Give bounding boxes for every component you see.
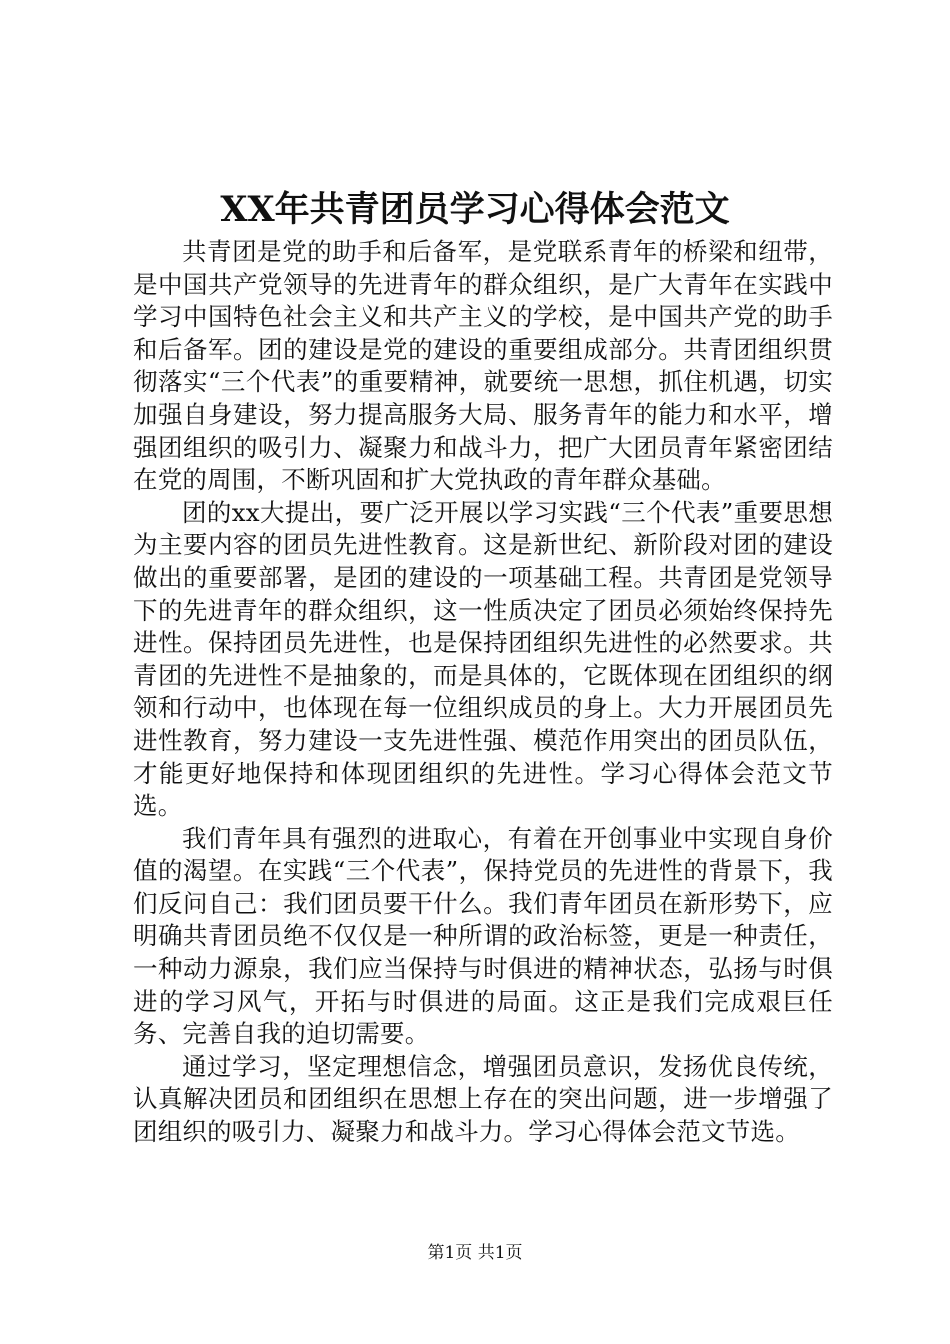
paragraph-4: 通过学习，坚定理想信念，增强团员意识，发扬优良传统，认真解决团员和团组织在思想上存在的突出问题，进一步增强了团组织的吸引力、凝聚力和战斗力。学习心得体会范文节选。 <box>133 1051 833 1147</box>
paragraph-1: 共青团是党的助手和后备军，是党联系青年的桥梁和纽带，是中国共产党领导的先进青年的群众组织，是广大青年在实践中学习中国特色社会主义和共产主义的学校，是中国共产党的助手和后备军。团的建设是党的建设的重要组成部分。共青团组织贯彻落实“三个代表”的重要精神，就要统一思想，抓住机遇，切实加强自身建设，努力提高服务大局、服务青年的能力和水平，增强团组织的吸引力、凝聚力和战斗力，把广大团员青年紧密团结在党的周围，不断巩固和扩大党执政的青年群众基础。 <box>133 237 833 495</box>
document-body <box>133 236 833 1149</box>
page-number-footer: 第1页 共1页 <box>427 1243 523 1263</box>
paragraph-2: 团的xx大提出，要广泛开展以学习实践“三个代表”重要思想为主要内容的团员先进性教育。这是新世纪、新阶段对团的建设做出的重要部署，是团的建设的一项基础工程。共青团是党领导下的先进青年的群众组织，这一性质决定了团员必须始终保持先进性。保持团员先进性，也是保持团组织先进性的必然要求。共青团的先进性不是抽象的，而是具体的，它既体现在团组织的纲领和行动中，也体现在每一位组织成员的身上。大力开展团员先进性教育，努力建设一支先进性强、模范作用突出的团员队伍，才能更好地保持和体现团组织的先进性。学习心得体会范文节选。 <box>133 497 833 821</box>
paragraph-3: 我们青年具有强烈的进取心，有着在开创事业中实现自身价值的渴望。在实践“三个代表”，保持党员的先进性的背景下，我们反问自己：我们团员要干什么。我们青年团员在新形势下，应明确共青团员绝不仅仅是一种所谓的政治标签，更是一种责任，一种动力源泉，我们应当保持与时俱进的精神状态，弘扬与时俱进的学习风气，开拓与时俱进的局面。这正是我们完成艰巨任务、完善自我的迫切需要。 <box>133 823 833 1049</box>
document-title: XX年共青团员学习心得体会范文 <box>220 189 730 230</box>
